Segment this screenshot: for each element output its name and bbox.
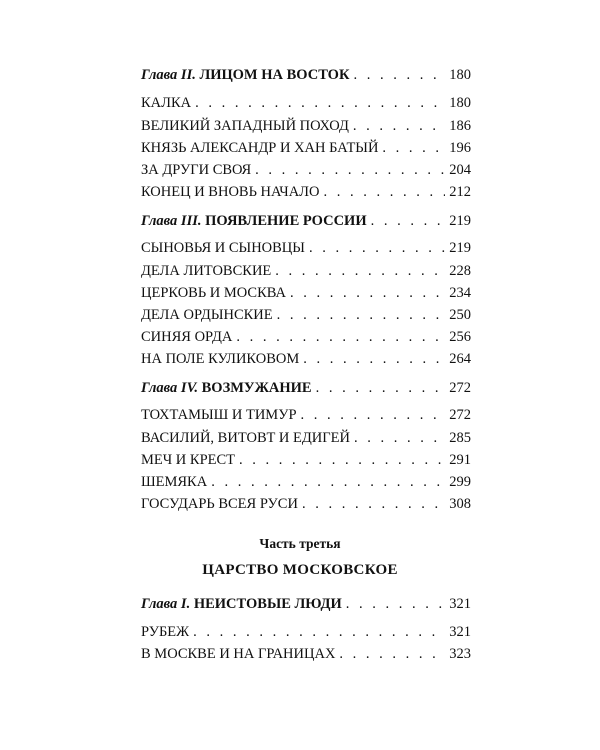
entry-title: ГОСУДАРЬ ВСЕЯ РУСИ	[141, 496, 298, 512]
dot-leader	[346, 593, 445, 615]
chapter-heading	[141, 377, 312, 399]
page-number: 204	[449, 162, 471, 178]
entry-title: ТОХТАМЫШ И ТИМУР	[141, 407, 297, 423]
entry-title: ДЕЛА ЛИТОВСКИЕ	[141, 263, 272, 279]
entry-title: КНЯЗЬ АЛЕКСАНДР И ХАН БАТЫЙ	[141, 140, 379, 156]
dot-leader	[277, 304, 446, 326]
dot-leader	[193, 621, 445, 643]
dot-leader	[195, 92, 445, 114]
toc-entry	[141, 449, 471, 471]
page-number: 196	[449, 140, 471, 156]
dot-leader	[382, 137, 445, 159]
entry-title: ШЕМЯКА	[141, 474, 208, 490]
dot-leader	[211, 471, 445, 493]
page-number: 219	[449, 240, 471, 256]
toc-entry	[141, 159, 471, 181]
page-number: 272	[449, 407, 471, 423]
page-number: 285	[449, 430, 471, 446]
part-title: ЦАРСТВО МОСКОВСКОЕ	[202, 562, 398, 578]
toc-entry	[141, 493, 471, 515]
entry-title: ЗА ДРУГИ СВОЯ	[141, 162, 252, 178]
dot-leader	[323, 181, 445, 203]
page-number: 308	[449, 496, 471, 512]
page-number: 299	[449, 474, 471, 490]
chapter-label: Глава IV.	[141, 380, 199, 396]
page-number: 272	[449, 380, 471, 396]
chapter-title: ЛИЦОМ НА ВОСТОК	[199, 67, 350, 83]
dot-leader	[353, 115, 445, 137]
chapter-label: Глава III.	[141, 213, 202, 229]
page-number: 186	[449, 118, 471, 134]
entry-title: МЕЧ И КРЕСТ	[141, 452, 236, 468]
page-number: 228	[449, 263, 471, 279]
page-number: 321	[449, 596, 471, 612]
toc-entry	[141, 404, 471, 426]
dot-leader	[354, 427, 445, 449]
page-number: 256	[449, 329, 471, 345]
page-number: 250	[449, 307, 471, 323]
entry-title: ВАСИЛИЙ, ВИТОВТ И ЕДИГЕЙ	[141, 430, 350, 446]
chapter-heading	[141, 210, 367, 232]
toc-entry	[141, 237, 471, 259]
dot-leader	[309, 237, 445, 259]
page-number: 219	[449, 213, 471, 229]
entry-title: СЫНОВЬЯ И СЫНОВЦЫ	[141, 240, 305, 256]
dot-leader	[275, 260, 445, 282]
toc-entry	[141, 427, 471, 449]
dot-leader	[290, 282, 445, 304]
page-number: 180	[449, 95, 471, 111]
toc-entry	[141, 282, 471, 304]
dot-leader	[239, 449, 445, 471]
toc-chapter-entry	[141, 593, 471, 615]
toc-chapter-entry	[141, 377, 471, 399]
page-number: 264	[449, 351, 471, 367]
toc-entry	[141, 260, 471, 282]
entry-title: ЦЕРКОВЬ И МОСКВА	[141, 285, 287, 301]
page-number: 234	[449, 285, 471, 301]
chapter-heading	[141, 593, 342, 615]
entry-title: СИНЯЯ ОРДА	[141, 329, 233, 345]
chapter-label: Глава II.	[141, 67, 196, 83]
toc-chapter-entry	[141, 64, 471, 86]
toc-entry	[141, 621, 471, 643]
toc-entry	[141, 181, 471, 203]
page-number: 321	[449, 624, 471, 640]
dot-leader	[339, 643, 445, 665]
chapter-title: НЕИСТОВЫЕ ЛЮДИ	[193, 596, 342, 612]
entry-title: ВЕЛИКИЙ ЗАПАДНЫЙ ПОХОД	[141, 118, 349, 134]
toc-entry	[141, 92, 471, 114]
dot-leader	[236, 326, 445, 348]
dot-leader	[371, 210, 446, 232]
chapter-title: ПОЯВЛЕНИЕ РОССИИ	[205, 213, 367, 229]
part-label: Часть третья	[259, 536, 341, 551]
entry-title: НА ПОЛЕ КУЛИКОВОМ	[141, 351, 300, 367]
chapter-heading	[141, 64, 349, 86]
page-number: 291	[449, 452, 471, 468]
entry-title: В МОСКВЕ И НА ГРАНИЦАХ	[141, 646, 336, 662]
toc-entry	[141, 304, 471, 326]
toc-entry	[141, 115, 471, 137]
entry-title: КОНЕЦ И ВНОВЬ НАЧАЛО	[141, 184, 320, 200]
dot-leader	[303, 348, 445, 370]
dot-leader	[301, 404, 446, 426]
chapter-title: ВОЗМУЖАНИЕ	[201, 380, 312, 396]
toc-entry	[141, 471, 471, 493]
dot-leader	[255, 159, 445, 181]
dot-leader	[302, 493, 445, 515]
entry-title: КАЛКА	[141, 95, 192, 111]
page-number: 212	[449, 184, 471, 200]
toc-entry	[141, 326, 471, 348]
dot-leader	[316, 377, 446, 399]
page-number: 323	[449, 646, 471, 662]
dot-leader	[353, 64, 445, 86]
toc-entry	[141, 643, 471, 665]
toc-entry	[141, 348, 471, 370]
toc-chapter-entry	[141, 210, 471, 232]
entry-title: РУБЕЖ	[141, 624, 190, 640]
page-number: 180	[449, 67, 471, 83]
chapter-label: Глава I.	[141, 596, 191, 612]
toc-entry	[141, 137, 471, 159]
entry-title: ДЕЛА ОРДЫНСКИЕ	[141, 307, 273, 323]
